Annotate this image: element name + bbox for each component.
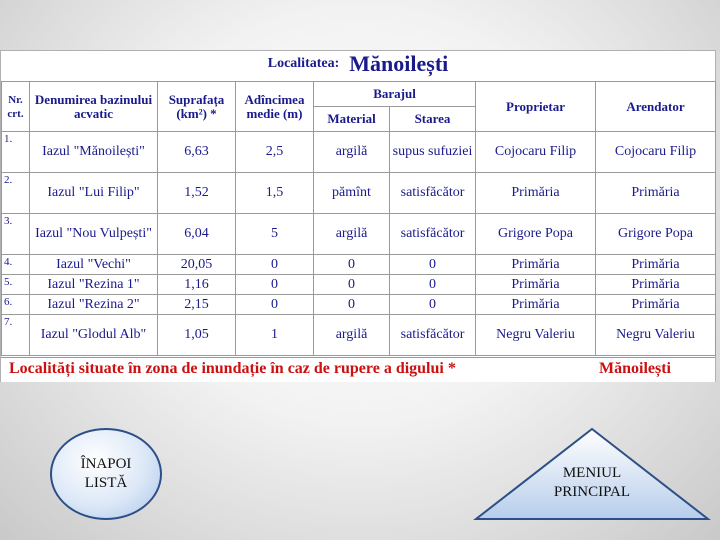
locality-name: Mănoilești [349,51,449,76]
cell-nr: 7. [2,315,30,356]
table-row [2,173,716,214]
table-row [2,315,716,356]
cell-depth: 0 [236,255,314,275]
cell-nr: 2. [2,173,30,214]
cell-material: argilă [314,214,390,255]
back-to-list-button[interactable] [50,428,162,520]
cell-owner: Grigore Popa [476,214,596,255]
flood-zone-caption: Localități situate în zona de inundație în caz de rupere a digului * [9,360,456,377]
cell-tenant: Primăria [596,173,716,214]
cell-state: supus sufuziei [390,132,476,173]
back-to-list-label: ÎNAPOI LISTĂ [80,456,132,491]
flood-zone-locality-link[interactable]: Mănoilești [599,360,671,377]
cell-state: 0 [390,275,476,295]
cell-owner: Primăria [476,173,596,214]
cell-nr: 3. [2,214,30,255]
col-area: Suprafața (km²) * [158,82,236,132]
cell-owner: Primăria [476,275,596,295]
table-row [2,275,716,295]
locality-header [1,51,715,81]
cell-owner: Cojocaru Filip [476,132,596,173]
table-row [2,255,716,275]
cell-state: satisfăcător [390,173,476,214]
cell-area: 1,16 [158,275,236,295]
cell-material: argilă [314,132,390,173]
table-row [2,295,716,315]
table-row [2,132,716,173]
cell-depth: 2,5 [236,132,314,173]
cell-depth: 0 [236,295,314,315]
cell-name: Iazul "Lui Filip" [30,173,158,214]
main-menu-button[interactable] [472,426,712,522]
cell-owner: Primăria [476,255,596,275]
cell-nr: 6. [2,295,30,315]
water-basins-table [1,81,716,356]
cell-material: argilă [314,315,390,356]
cell-area: 1,52 [158,173,236,214]
cell-name: Iazul "Rezina 1" [30,275,158,295]
cell-tenant: Primăria [596,295,716,315]
cell-nr: 5. [2,275,30,295]
cell-depth: 1,5 [236,173,314,214]
col-owner: Proprietar [476,82,596,132]
cell-name: Iazul "Nou Vulpești" [30,214,158,255]
cell-tenant: Negru Valeriu [596,315,716,356]
col-depth: Adîncimea medie (m) [236,82,314,132]
cell-name: Iazul "Mănoilești" [30,132,158,173]
cell-area: 20,05 [158,255,236,275]
cell-state: satisfăcător [390,214,476,255]
cell-area: 6,04 [158,214,236,255]
flood-zone-panel [0,50,716,382]
cell-material: 0 [314,295,390,315]
cell-nr: 1. [2,132,30,173]
main-menu-label: MENIUL PRINCIPAL [553,465,631,500]
cell-nr: 4. [2,255,30,275]
cell-depth: 5 [236,214,314,255]
cell-name: Iazul "Rezina 2" [30,295,158,315]
cell-tenant: Primăria [596,255,716,275]
cell-area: 6,63 [158,132,236,173]
cell-area: 2,15 [158,295,236,315]
cell-depth: 1 [236,315,314,356]
col-name: Denumirea bazinului acvatic [30,82,158,132]
cell-owner: Negru Valeriu [476,315,596,356]
cell-area: 1,05 [158,315,236,356]
cell-tenant: Cojocaru Filip [596,132,716,173]
col-dam: Barajul [314,82,476,107]
cell-name: Iazul "Glodul Alb" [30,315,158,356]
locality-label: Localitatea: [267,56,340,71]
cell-state: 0 [390,295,476,315]
flood-zone-footer [1,357,715,382]
col-state: Starea [390,107,476,132]
cell-material: pămînt [314,173,390,214]
cell-material: 0 [314,255,390,275]
cell-tenant: Grigore Popa [596,214,716,255]
cell-tenant: Primăria [596,275,716,295]
table-row [2,214,716,255]
cell-owner: Primăria [476,295,596,315]
cell-depth: 0 [236,275,314,295]
cell-material: 0 [314,275,390,295]
cell-state: 0 [390,255,476,275]
cell-state: satisfăcător [390,315,476,356]
col-tenant: Arendator [596,82,716,132]
col-material: Material [314,107,390,132]
cell-name: Iazul "Vechi" [30,255,158,275]
col-nr: Nr. crt. [2,82,30,132]
